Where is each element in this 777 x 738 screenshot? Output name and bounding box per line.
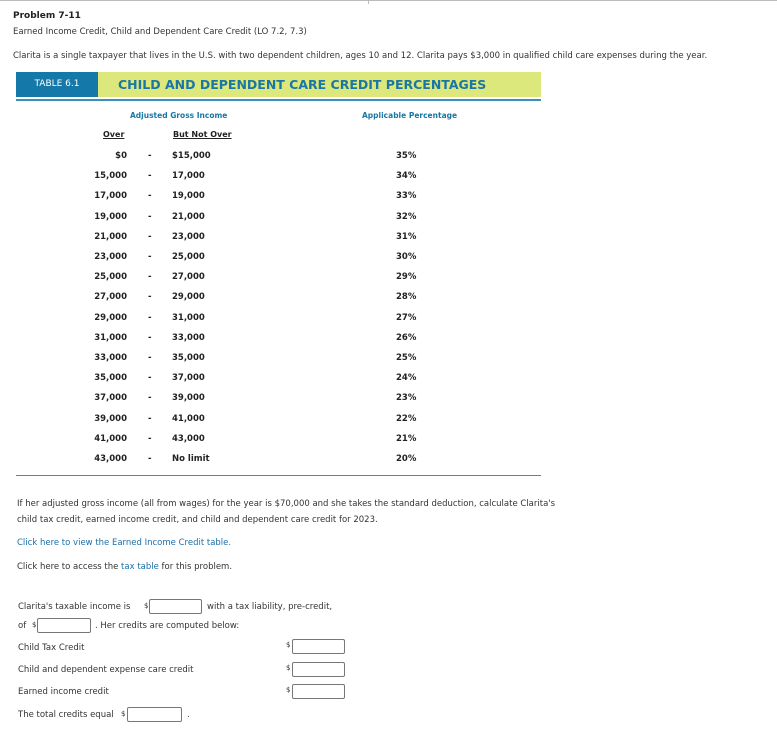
cell-over: 31,000 — [94, 332, 127, 343]
cell-dash: - — [148, 272, 152, 283]
cell-percentage: 29% — [396, 272, 417, 283]
cell-but-not-over: 29,000 — [172, 292, 205, 303]
cell-percentage: 35% — [396, 151, 417, 161]
cell-dash: - — [148, 231, 152, 242]
table-heading: CHILD AND DEPENDENT CARE CREDIT PERCENTAGES — [98, 72, 541, 97]
cell-over: 17,000 — [94, 191, 127, 202]
tax-table-suffix: for this problem. — [158, 562, 233, 572]
cell-percentage: 21% — [396, 433, 417, 444]
col-header-agi: Adjusted Gross Income — [130, 111, 228, 120]
cell-dash: - — [148, 413, 152, 424]
cell-percentage: 31% — [396, 231, 417, 242]
cell-percentage: 27% — [396, 312, 417, 323]
cell-percentage: 32% — [396, 211, 417, 222]
cell-dash: - — [148, 332, 152, 343]
table-row — [0, 191, 540, 207]
top-border-tick — [368, 0, 369, 4]
problem-title: Problem 7-11 — [13, 11, 81, 21]
cell-percentage: 30% — [396, 252, 417, 262]
total-period: . — [187, 710, 190, 720]
child-tax-credit-input[interactable] — [292, 639, 345, 654]
cell-dash: - — [148, 151, 152, 161]
cell-but-not-over: 21,000 — [172, 211, 205, 222]
table-row — [0, 232, 540, 248]
cell-dash: - — [148, 211, 152, 222]
cell-percentage: 22% — [396, 413, 417, 424]
cell-percentage: 26% — [396, 332, 417, 343]
cell-but-not-over: 17,000 — [172, 171, 205, 182]
cell-but-not-over: 41,000 — [172, 413, 205, 424]
total-credits-label: The total credits equal — [18, 710, 114, 720]
dependent-care-credit-input[interactable] — [292, 662, 345, 677]
dependent-care-credit-label: Child and dependent expense care credit — [18, 665, 194, 675]
cell-but-not-over: 23,000 — [172, 231, 205, 242]
cell-over: $0 — [115, 151, 127, 161]
table-row — [0, 171, 540, 187]
tax-liability-input[interactable] — [37, 618, 91, 633]
table-row — [0, 454, 540, 470]
cell-dash: - — [148, 373, 152, 384]
cell-dash: - — [148, 191, 152, 202]
dollar-sign: $ — [286, 664, 291, 672]
table-row — [0, 252, 540, 268]
problem-subtitle: Earned Income Credit, Child and Dependent Care Credit (LO 7.2, 7.3) — [13, 27, 307, 37]
cell-but-not-over: 25,000 — [172, 252, 205, 262]
table-row — [0, 353, 540, 369]
cell-over: 21,000 — [94, 231, 127, 242]
question-line-1: If her adjusted gross income (all from wages) for the year is $70,000 and she takes the standard deduction, calculate Clarita's — [17, 499, 556, 509]
cell-over: 33,000 — [94, 353, 127, 363]
cell-but-not-over: 35,000 — [172, 353, 205, 363]
earned-income-credit-input[interactable] — [292, 684, 345, 699]
dollar-sign: $ — [286, 686, 291, 694]
cell-percentage: 28% — [396, 292, 417, 303]
table-row — [0, 414, 540, 430]
cell-dash: - — [148, 353, 152, 363]
cell-percentage: 25% — [396, 353, 417, 363]
of-label: of — [18, 621, 27, 631]
earned-income-credit-label: Earned income credit — [18, 687, 109, 697]
tax-liability-label: with a tax liability, pre-credit, — [207, 602, 333, 612]
cell-over: 19,000 — [94, 211, 127, 222]
cell-but-not-over: No limit — [172, 454, 210, 464]
cell-dash: - — [148, 292, 152, 303]
cell-over: 43,000 — [94, 454, 127, 464]
table-row — [0, 333, 540, 349]
table-row — [0, 434, 540, 450]
cell-over: 39,000 — [94, 413, 127, 424]
cell-but-not-over: 27,000 — [172, 272, 205, 283]
dollar-sign: $ — [286, 641, 291, 649]
cell-but-not-over: 39,000 — [172, 393, 205, 404]
table-row — [0, 313, 540, 329]
subheader-but-not-over: But Not Over — [173, 130, 232, 139]
table-row — [0, 151, 540, 167]
table-top-rule — [16, 99, 541, 101]
cell-but-not-over: 19,000 — [172, 191, 205, 202]
top-border — [0, 0, 777, 1]
tax-table-prefix: Click here to access the — [17, 562, 122, 572]
cell-dash: - — [148, 433, 152, 444]
subheader-over: Over — [103, 130, 125, 139]
table-bottom-rule — [16, 475, 541, 476]
cell-percentage: 24% — [396, 373, 417, 384]
cell-dash: - — [148, 312, 152, 323]
cell-over: 25,000 — [94, 272, 127, 283]
question-line-2: child tax credit, earned income credit, and child and dependent care credit for 2023. — [17, 515, 378, 525]
eic-table-link[interactable]: Click here to view the Earned Income Credit table. — [17, 538, 232, 548]
problem-scenario: Clarita is a single taxpayer that lives in the U.S. with two dependent children, ages 10 and 12. Clarita pays $3,000 in qualified child care expenses during the year. — [13, 51, 708, 61]
total-credits-input[interactable] — [127, 707, 182, 722]
tax-table-line — [17, 562, 232, 572]
table-row — [0, 272, 540, 288]
cell-percentage: 23% — [396, 393, 417, 404]
cell-dash: - — [148, 454, 152, 464]
child-tax-credit-label: Child Tax Credit — [18, 643, 85, 653]
cell-but-not-over: $15,000 — [172, 151, 211, 161]
dollar-sign: $ — [144, 602, 149, 610]
cell-dash: - — [148, 252, 152, 262]
cell-over: 35,000 — [94, 373, 127, 384]
taxable-income-label: Clarita's taxable income is — [18, 602, 131, 612]
table-row — [0, 373, 540, 389]
tax-table-link[interactable]: tax table — [121, 562, 159, 572]
table-row — [0, 292, 540, 308]
cell-over: 23,000 — [94, 252, 127, 262]
cell-dash: - — [148, 393, 152, 404]
cell-over: 27,000 — [94, 292, 127, 303]
dollar-sign: $ — [32, 621, 37, 629]
cell-dash: - — [148, 171, 152, 182]
dollar-sign: $ — [121, 710, 126, 718]
cell-over: 37,000 — [94, 393, 127, 404]
cell-but-not-over: 43,000 — [172, 433, 205, 444]
cell-percentage: 33% — [396, 191, 417, 202]
cell-but-not-over: 31,000 — [172, 312, 205, 323]
cell-over: 29,000 — [94, 312, 127, 323]
taxable-income-input[interactable] — [149, 599, 202, 614]
cell-but-not-over: 33,000 — [172, 332, 205, 343]
cell-over: 41,000 — [94, 433, 127, 444]
table-row — [0, 212, 540, 228]
cell-but-not-over: 37,000 — [172, 373, 205, 384]
table-row — [0, 393, 540, 409]
credits-computed-label: . Her credits are computed below: — [95, 621, 240, 631]
cell-over: 15,000 — [94, 171, 127, 182]
col-header-pct: Applicable Percentage — [362, 111, 458, 120]
cell-percentage: 34% — [396, 171, 417, 182]
table-badge: TABLE 6.1 — [16, 72, 98, 97]
cell-percentage: 20% — [396, 454, 417, 464]
